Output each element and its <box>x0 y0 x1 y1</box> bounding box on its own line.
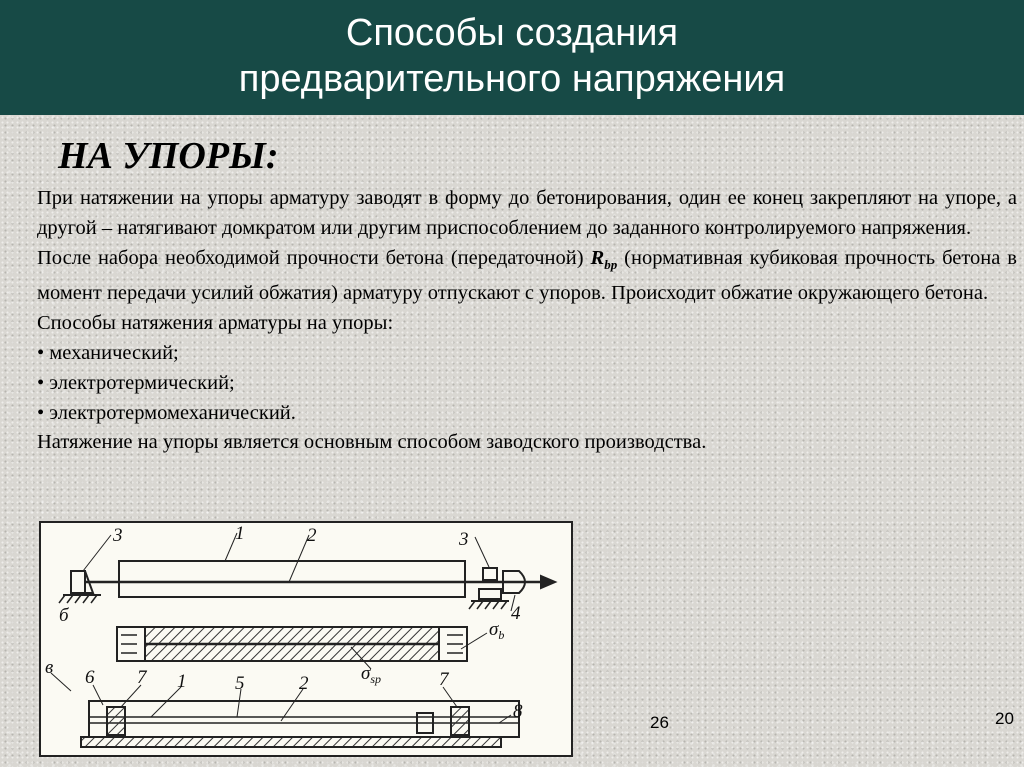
slide-title-line-1: Способы создания <box>345 12 679 54</box>
prestressing-diagram-svg <box>41 523 571 755</box>
sigma-b-sub: b <box>498 628 505 642</box>
rbp-subscript: bp <box>604 256 618 272</box>
label-a-2: 2 <box>307 525 317 546</box>
leader-v <box>51 673 71 691</box>
label-c-6: 6 <box>85 667 95 688</box>
label-c-7-left: 7 <box>137 667 147 688</box>
diagram-labels <box>45 523 523 722</box>
method-item-mechanical: • механический; <box>37 342 179 365</box>
tension-arrow <box>541 576 555 588</box>
left-clamp <box>107 707 125 735</box>
rbp-symbol <box>590 246 618 272</box>
slide-title-line-2: предварительного напряжения <box>238 58 786 100</box>
method-item-electrothermomechanical: • электротермомеханический. <box>37 401 296 424</box>
label-sigma-sp <box>361 663 381 686</box>
label-sigma-b <box>489 619 504 642</box>
conclusion-paragraph: Натяжение на упоры является основным способом заводского производства. <box>37 431 707 454</box>
title-bar <box>0 0 1024 115</box>
corner-page-number: 20 <box>995 709 1014 728</box>
slide-title <box>0 10 1024 102</box>
right-anchor-top <box>483 568 497 580</box>
label-c-1: 1 <box>177 671 187 692</box>
leader-7-left <box>121 685 141 707</box>
body-text <box>37 184 1017 458</box>
label-a-4: 4 <box>511 603 521 624</box>
slide-number: 26 <box>650 713 669 732</box>
label-a-3-left: 3 <box>113 525 123 546</box>
label-c-5: 5 <box>235 673 245 694</box>
label-c-8: 8 <box>513 701 523 722</box>
right-clamp <box>451 707 469 735</box>
label-a-3-right: 3 <box>459 529 469 550</box>
rbp-letter: R <box>590 246 605 269</box>
right-anchor-base <box>479 589 501 599</box>
paragraph-release <box>37 244 1017 310</box>
diagram-part-c <box>51 673 519 747</box>
methods-intro: Способы натяжения арматуры на упоры: <box>37 312 394 335</box>
paragraph-anchorage: При натяжении на упоры арматуру заводят в форму до бетонирования, один ее конец закрепляют на упоре, а другой – натягивают домкратом или другим приспособлением до заданного контролируемого напряжения. <box>37 187 1017 239</box>
leader-7-right <box>443 687 457 707</box>
prestressing-diagram <box>39 521 573 757</box>
label-c-2: 2 <box>299 673 309 694</box>
concrete-element <box>119 561 465 597</box>
method-item-electrothermal: • электротермический; <box>37 371 235 394</box>
label-a-b: б <box>59 605 69 626</box>
label-a-1: 1 <box>235 523 245 544</box>
left-anchor <box>71 571 85 593</box>
paragraph-release-start: После набора необходимой прочности бетона (передаточной) <box>37 246 591 269</box>
label-c-v: в <box>45 657 54 678</box>
leader-3-right <box>475 537 489 567</box>
leader-2 <box>289 535 309 582</box>
leader-8 <box>499 715 511 723</box>
left-ground-hatch <box>59 595 97 603</box>
sigma-sp-sub: sp <box>370 672 382 686</box>
diagram-part-b <box>117 627 487 669</box>
right-ground-hatch <box>469 601 507 609</box>
sigma-b-letter: σ <box>489 619 499 640</box>
section-heading: НА УПОРЫ: <box>58 135 279 177</box>
leader-3-left <box>83 535 111 571</box>
label-c-7-right: 7 <box>439 669 449 690</box>
base-plate <box>81 737 501 747</box>
sigma-sp-letter: σ <box>361 663 371 684</box>
paragraph-release-end: (нормативная кубиковая прочность бетона в момент передачи усилий обжатия) арматуру отпускают с упоров. Происходит обжатие окружающего бетона. <box>37 246 1017 305</box>
